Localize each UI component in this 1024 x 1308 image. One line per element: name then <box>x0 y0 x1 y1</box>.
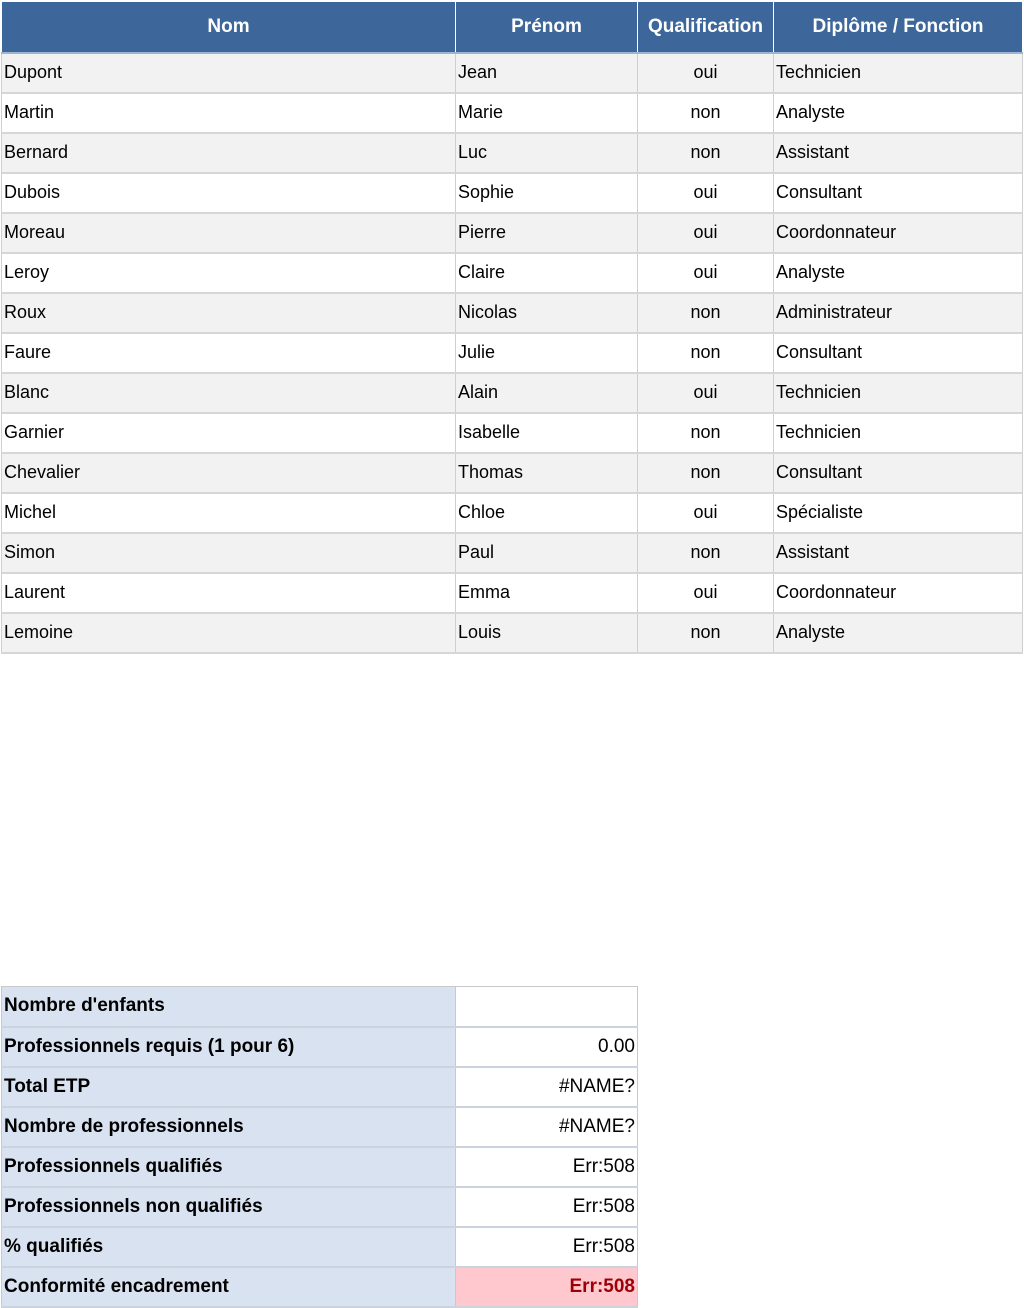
cell-nom[interactable]: Leroy <box>2 253 456 293</box>
cell-diplome-fonction[interactable]: Spécialiste <box>774 493 1023 533</box>
cell-prenom[interactable]: Paul <box>456 533 638 573</box>
cell-qualification[interactable]: oui <box>638 173 774 213</box>
table-row <box>2 573 1023 613</box>
table-row <box>2 253 1023 293</box>
cell-nom[interactable]: Martin <box>2 93 456 133</box>
cell-qualification[interactable]: oui <box>638 493 774 533</box>
summary-label-cell[interactable]: Nombre de professionnels <box>2 1107 456 1147</box>
cell-diplome-fonction[interactable]: Analyste <box>774 253 1023 293</box>
cell-diplome-fonction[interactable]: Consultant <box>774 453 1023 493</box>
cell-diplome-fonction[interactable]: Assistant <box>774 533 1023 573</box>
cell-diplome-fonction[interactable]: Technicien <box>774 53 1023 93</box>
summary-row <box>2 1227 638 1267</box>
table-row <box>2 333 1023 373</box>
cell-qualification[interactable]: non <box>638 533 774 573</box>
table-row <box>2 293 1023 333</box>
table-row <box>2 53 1023 93</box>
cell-qualification[interactable]: oui <box>638 253 774 293</box>
table-row <box>2 213 1023 253</box>
table-row <box>2 533 1023 573</box>
summary-table <box>1 986 638 1308</box>
summary-value-cell[interactable]: #NAME? <box>456 1067 638 1107</box>
cell-prenom[interactable]: Marie <box>456 93 638 133</box>
summary-value-cell[interactable]: 0.00 <box>456 1027 638 1067</box>
cell-prenom[interactable]: Chloe <box>456 493 638 533</box>
cell-nom[interactable]: Chevalier <box>2 453 456 493</box>
cell-diplome-fonction[interactable]: Assistant <box>774 133 1023 173</box>
cell-prenom[interactable]: Pierre <box>456 213 638 253</box>
cell-diplome-fonction[interactable]: Consultant <box>774 333 1023 373</box>
cell-diplome-fonction[interactable]: Technicien <box>774 373 1023 413</box>
cell-qualification[interactable]: oui <box>638 373 774 413</box>
cell-qualification[interactable]: oui <box>638 213 774 253</box>
table-row <box>2 413 1023 453</box>
cell-nom[interactable]: Bernard <box>2 133 456 173</box>
cell-nom[interactable]: Roux <box>2 293 456 333</box>
table-row <box>2 173 1023 213</box>
cell-nom[interactable]: Garnier <box>2 413 456 453</box>
header-cell-diplome-fonction[interactable]: Diplôme / Fonction <box>774 2 1023 53</box>
table-row <box>2 613 1023 653</box>
summary-row <box>2 1187 638 1227</box>
table-row <box>2 93 1023 133</box>
cell-prenom[interactable]: Louis <box>456 613 638 653</box>
summary-label-cell[interactable]: Professionnels qualifiés <box>2 1147 456 1187</box>
cell-prenom[interactable]: Jean <box>456 53 638 93</box>
staff-table <box>1 1 1023 654</box>
summary-row <box>2 1107 638 1147</box>
table-row <box>2 133 1023 173</box>
header-cell-qualification[interactable]: Qualification <box>638 2 774 53</box>
cell-prenom[interactable]: Nicolas <box>456 293 638 333</box>
summary-label-cell[interactable]: Professionnels requis (1 pour 6) <box>2 1027 456 1067</box>
summary-label-cell[interactable]: Total ETP <box>2 1067 456 1107</box>
cell-qualification[interactable]: non <box>638 453 774 493</box>
cell-diplome-fonction[interactable]: Analyste <box>774 93 1023 133</box>
cell-diplome-fonction[interactable]: Analyste <box>774 613 1023 653</box>
cell-nom[interactable]: Lemoine <box>2 613 456 653</box>
cell-qualification[interactable]: non <box>638 133 774 173</box>
header-row <box>2 2 1023 53</box>
cell-diplome-fonction[interactable]: Consultant <box>774 173 1023 213</box>
cell-nom[interactable]: Michel <box>2 493 456 533</box>
cell-prenom[interactable]: Thomas <box>456 453 638 493</box>
cell-nom[interactable]: Dupont <box>2 53 456 93</box>
summary-label-cell[interactable]: % qualifiés <box>2 1227 456 1267</box>
cell-qualification[interactable]: non <box>638 93 774 133</box>
cell-prenom[interactable]: Julie <box>456 333 638 373</box>
cell-nom[interactable]: Blanc <box>2 373 456 413</box>
summary-row <box>2 1267 638 1307</box>
summary-row <box>2 1027 638 1067</box>
table-row <box>2 493 1023 533</box>
cell-diplome-fonction[interactable]: Administrateur <box>774 293 1023 333</box>
cell-qualification[interactable]: non <box>638 293 774 333</box>
summary-row <box>2 987 638 1027</box>
summary-value-cell[interactable]: Err:508 <box>456 1267 638 1307</box>
cell-prenom[interactable]: Sophie <box>456 173 638 213</box>
cell-diplome-fonction[interactable]: Coordonnateur <box>774 213 1023 253</box>
header-cell-prenom[interactable]: Prénom <box>456 2 638 53</box>
cell-nom[interactable]: Dubois <box>2 173 456 213</box>
cell-diplome-fonction[interactable]: Technicien <box>774 413 1023 453</box>
summary-label-cell[interactable]: Conformité encadrement <box>2 1267 456 1307</box>
cell-nom[interactable]: Moreau <box>2 213 456 253</box>
cell-prenom[interactable]: Luc <box>456 133 638 173</box>
table-row <box>2 453 1023 493</box>
summary-label-cell[interactable]: Professionnels non qualifiés <box>2 1187 456 1227</box>
cell-diplome-fonction[interactable]: Coordonnateur <box>774 573 1023 613</box>
cell-prenom[interactable]: Claire <box>456 253 638 293</box>
summary-value-cell[interactable]: #NAME? <box>456 1107 638 1147</box>
summary-label-cell[interactable]: Nombre d'enfants <box>2 987 456 1027</box>
cell-nom[interactable]: Faure <box>2 333 456 373</box>
cell-qualification[interactable]: oui <box>638 53 774 93</box>
cell-qualification[interactable]: non <box>638 613 774 653</box>
summary-value-cell[interactable]: Err:508 <box>456 1147 638 1187</box>
summary-row <box>2 1147 638 1187</box>
cell-prenom[interactable]: Alain <box>456 373 638 413</box>
cell-nom[interactable]: Laurent <box>2 573 456 613</box>
summary-value-cell[interactable]: Err:508 <box>456 1187 638 1227</box>
summary-value-cell[interactable] <box>456 987 638 1027</box>
summary-row <box>2 1067 638 1107</box>
cell-qualification[interactable]: non <box>638 413 774 453</box>
table-row <box>2 373 1023 413</box>
cell-prenom[interactable]: Emma <box>456 573 638 613</box>
cell-qualification[interactable]: oui <box>638 573 774 613</box>
cell-qualification[interactable]: non <box>638 333 774 373</box>
summary-value-cell[interactable]: Err:508 <box>456 1227 638 1267</box>
cell-nom[interactable]: Simon <box>2 533 456 573</box>
header-cell-nom[interactable]: Nom <box>2 2 456 53</box>
cell-prenom[interactable]: Isabelle <box>456 413 638 453</box>
